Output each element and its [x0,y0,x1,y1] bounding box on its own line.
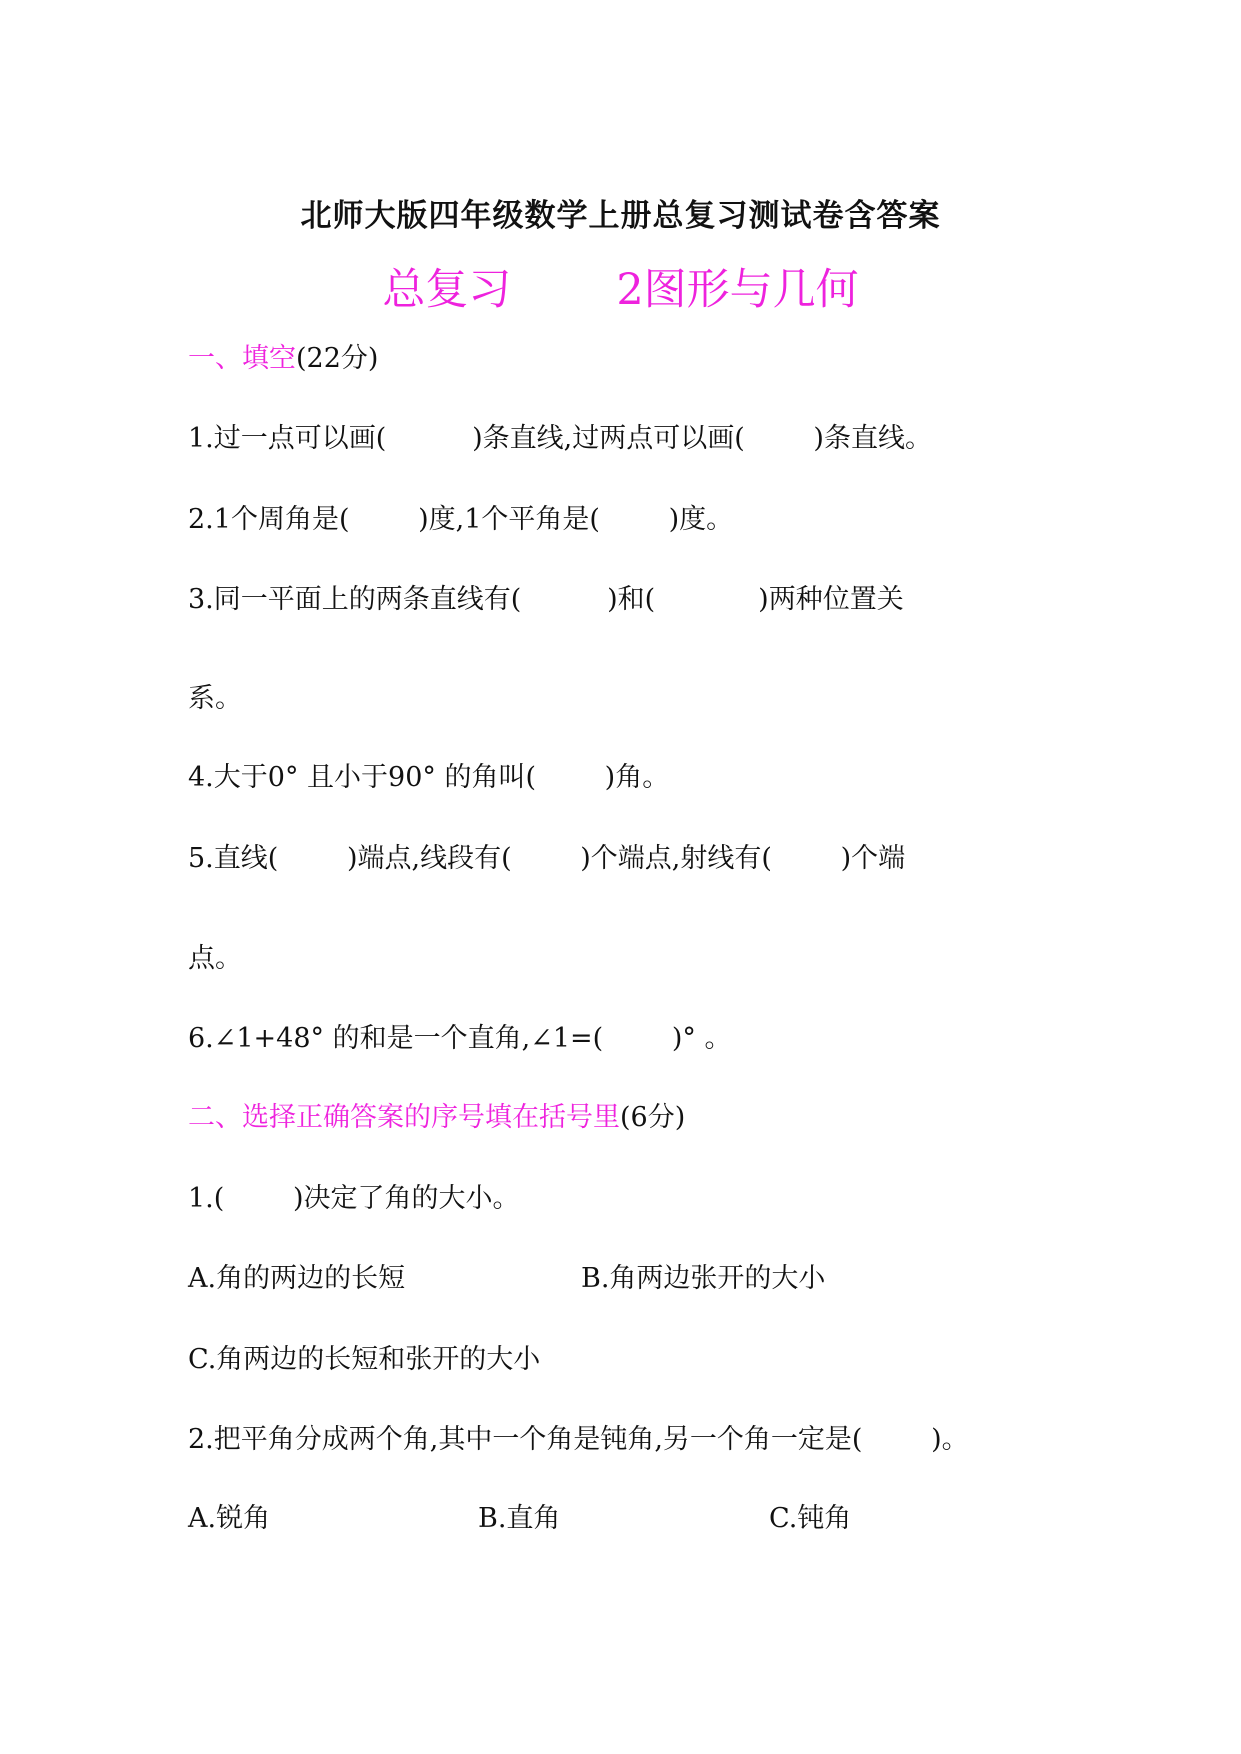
fill-question-4: 4.大于0° 且小于90° 的角叫( )角。 [188,762,670,793]
subtitle-left: 总复习 [382,265,512,315]
choice-question-2: 2.把平角分成两个角,其中一个角是钝角,另一个角一定是( )。 [188,1424,969,1455]
section2-heading [188,1095,685,1134]
page-title: 北师大版四年级数学上册总复习测试卷含答案 [300,198,941,234]
choice-1-option-c: C.角两边的长短和张开的大小 [188,1344,541,1375]
page-subtitle [0,256,1241,317]
fill-question-2: 2.1个周角是( )度,1个平角是( )度。 [188,504,734,535]
choice-2-option-c: C.钝角 [769,1503,852,1534]
section1-heading [188,336,378,375]
section1-heading-text: 一、填空 [188,343,296,374]
fill-question-1: 1.过一点可以画( )条直线,过两点可以画( )条直线。 [188,423,932,454]
section1-score: (22分) [296,343,379,374]
subtitle-right: 2图形与几何 [616,265,859,315]
fill-question-6: 6.∠1+48° 的和是一个直角,∠1=( )° 。 [188,1023,732,1054]
fill-question-3: 3.同一平面上的两条直线有( )和( )两种位置关 [188,584,904,615]
fill-question-5: 5.直线( )端点,线段有( )个端点,射线有( )个端 [188,843,906,874]
choice-question-1: 1.( )决定了角的大小。 [188,1183,520,1214]
choice-2-option-a: A.锐角 [188,1503,271,1534]
choice-2-option-b: B.直角 [478,1503,561,1534]
fill-question-5-cont: 点。 [188,943,242,974]
section2-score: (6分) [620,1102,686,1133]
choice-1-option-b: B.角两边张开的大小 [581,1263,826,1294]
fill-question-3-cont: 系。 [188,683,242,714]
section2-heading-text: 二、选择正确答案的序号填在括号里 [188,1102,620,1133]
choice-1-option-a: A.角的两边的长短 [188,1263,406,1294]
